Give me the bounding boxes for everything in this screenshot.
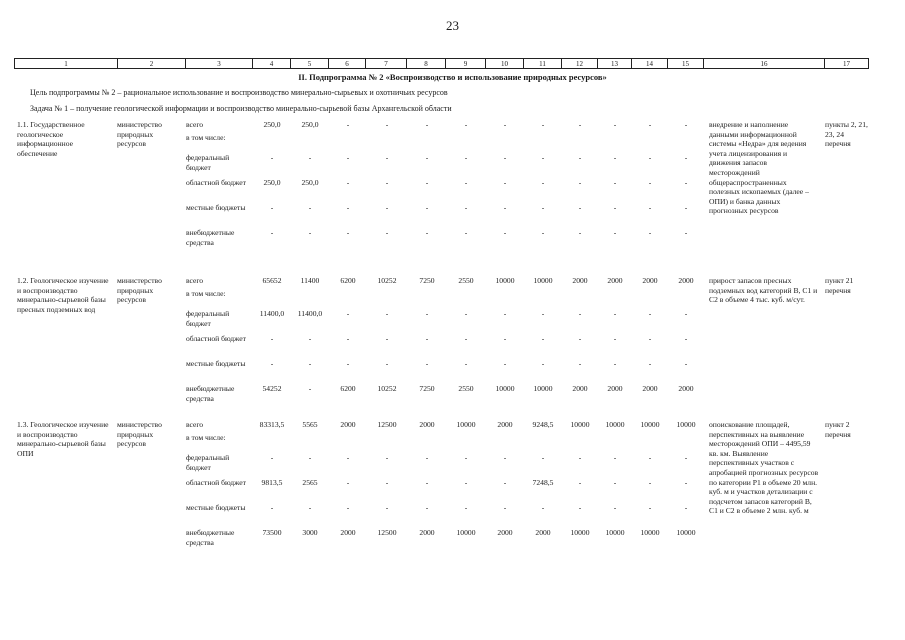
funding-value: 2000 <box>678 384 694 393</box>
funding-value: - <box>541 359 545 368</box>
funding-value: - <box>346 178 350 187</box>
funding-value: - <box>270 228 274 237</box>
funding-value: - <box>425 478 429 487</box>
funding-value: - <box>270 453 274 462</box>
funding-source: федеральный бюджет <box>186 453 230 472</box>
funding-value: 6200 <box>340 276 356 285</box>
subprogram-task: Задача № 1 – получение геологической информации и воспроизводство минерально-сырьевой базы Архангельской области <box>30 104 452 113</box>
funding-value: - <box>613 503 617 512</box>
funding-value: 5565 <box>302 420 318 429</box>
funding-value: 11400 <box>300 276 320 285</box>
col-number: 2 <box>118 59 186 68</box>
funding-value: - <box>346 503 350 512</box>
funding-value: - <box>648 228 652 237</box>
funding-value: - <box>684 309 688 318</box>
col-number: 17 <box>843 60 850 68</box>
funding-value: - <box>613 334 617 343</box>
funding-value: - <box>541 178 545 187</box>
funding-value: - <box>684 478 688 487</box>
funding-source: внебюджетные средства <box>186 384 235 403</box>
funding-value: - <box>503 228 507 237</box>
funding-value: 2000 <box>419 528 435 537</box>
funding-source: федеральный бюджет <box>186 153 230 172</box>
funding-value: - <box>308 453 312 462</box>
funding-value: - <box>308 503 312 512</box>
funding-value: - <box>578 359 582 368</box>
funding-value: - <box>270 503 274 512</box>
funding-source: местные бюджеты <box>186 203 246 212</box>
funding-value: - <box>464 359 468 368</box>
funding-value: - <box>578 478 582 487</box>
funding-source: всего <box>186 420 204 429</box>
funding-value: 12500 <box>377 420 397 429</box>
funding-value: 250,0 <box>263 178 281 187</box>
funding-value: - <box>464 309 468 318</box>
funding-value: 7250 <box>419 276 435 285</box>
funding-source: внебюджетные средства <box>186 528 235 547</box>
funding-value: - <box>541 153 545 162</box>
col-number: 7 <box>366 59 407 68</box>
funding-value: - <box>613 309 617 318</box>
funding-value: - <box>578 228 582 237</box>
funding-source: в том числе: <box>186 433 226 442</box>
funding-value: - <box>648 503 652 512</box>
funding-value: 10000 <box>495 384 515 393</box>
col-number: 10 <box>486 59 524 68</box>
funding-value: - <box>270 153 274 162</box>
funding-value: - <box>425 503 429 512</box>
funding-value: - <box>425 453 429 462</box>
funding-value: 10000 <box>605 420 625 429</box>
funding-value: - <box>464 228 468 237</box>
funding-value: 10000 <box>456 528 476 537</box>
col-number: 6 <box>329 59 366 68</box>
measure-result: внедрение и наполнение данными информационной системы «Недра» для ведения учета лицензирования и движения запасов месторождений общераспространенных полезных ископаемых (далее – ОПИ) и банка данных прогнозных ресурсов <box>709 120 809 216</box>
funding-value: - <box>648 334 652 343</box>
funding-value: - <box>648 478 652 487</box>
funding-value: 2550 <box>458 276 474 285</box>
page-number: 23 <box>446 18 459 33</box>
funding-value: - <box>648 120 652 129</box>
funding-source: в том числе: <box>186 133 226 142</box>
col-number: 12 <box>562 59 598 68</box>
funding-value: - <box>503 203 507 212</box>
funding-value: - <box>464 120 468 129</box>
funding-value: - <box>684 334 688 343</box>
funding-value: - <box>308 359 312 368</box>
funding-value: - <box>684 453 688 462</box>
funding-value: - <box>346 228 350 237</box>
funding-value: 10252 <box>377 384 397 393</box>
funding-value: - <box>385 478 389 487</box>
funding-value: 6200 <box>340 384 356 393</box>
funding-value: - <box>464 153 468 162</box>
funding-value: - <box>385 359 389 368</box>
col-number: 13 <box>598 59 632 68</box>
subprogram-title: II. Подпрограмма № 2 «Воспроизводство и использование природных ресурсов» <box>298 72 607 82</box>
funding-value: - <box>503 359 507 368</box>
funding-value: - <box>578 153 582 162</box>
measure-name: 1.1. Государственное геологическое информационное обеспечение <box>17 120 85 158</box>
funding-value: - <box>684 228 688 237</box>
funding-value: 2000 <box>340 528 356 537</box>
funding-value: - <box>578 503 582 512</box>
funding-value: 83313,5 <box>259 420 285 429</box>
funding-value: - <box>270 203 274 212</box>
funding-value: 10000 <box>605 528 625 537</box>
funding-value: - <box>613 153 617 162</box>
funding-value: - <box>648 178 652 187</box>
funding-value: - <box>578 178 582 187</box>
funding-value: - <box>578 334 582 343</box>
funding-value: 65652 <box>262 276 282 285</box>
funding-value: - <box>613 178 617 187</box>
funding-value: - <box>464 334 468 343</box>
funding-value: - <box>648 453 652 462</box>
funding-value: - <box>684 203 688 212</box>
measure-result: опоискование площадей, перспективных на выявление месторождений ОПИ – 4495,59 кв. км. Выявление перспективных участков с апробацией прогнозных ресурсов по категории Р1 в объеме 20 млн. куб. м и участков детализации с подсчетом запасов категорий В, С1 и С2 в объеме 2 млн. куб. м <box>709 420 819 516</box>
funding-value: - <box>503 334 507 343</box>
funding-value: - <box>385 503 389 512</box>
funding-value: - <box>464 478 468 487</box>
funding-value: - <box>346 153 350 162</box>
funding-value: - <box>308 203 312 212</box>
funding-value: - <box>541 503 545 512</box>
col-number: 9 <box>446 59 486 68</box>
col-number: 8 <box>407 59 446 68</box>
funding-source: всего <box>186 120 204 129</box>
funding-value: 2000 <box>607 276 623 285</box>
funding-value: - <box>578 309 582 318</box>
funding-value: - <box>346 309 350 318</box>
funding-value: - <box>541 228 545 237</box>
subprogram-goal: Цель подпрограммы № 2 – рациональное использование и воспроизводство минерально-сырьевых и охотничьих ресурсов <box>30 88 448 97</box>
col-number: 1 <box>15 59 118 68</box>
funding-value: - <box>541 309 545 318</box>
funding-value: 10000 <box>533 276 553 285</box>
funding-value: - <box>684 120 688 129</box>
measure-points: пункт 2 перечня <box>825 420 851 439</box>
funding-value: - <box>648 309 652 318</box>
funding-source: внебюджетные средства <box>186 228 235 247</box>
funding-value: - <box>346 453 350 462</box>
funding-value: - <box>464 203 468 212</box>
funding-value: - <box>503 478 507 487</box>
funding-value: - <box>346 359 350 368</box>
measure-executor: министерство природных ресурсов <box>117 120 162 149</box>
funding-value: 10000 <box>676 420 696 429</box>
funding-value: - <box>684 359 688 368</box>
funding-value: - <box>346 203 350 212</box>
funding-value: - <box>541 453 545 462</box>
funding-value: - <box>684 503 688 512</box>
funding-value: - <box>308 384 312 393</box>
funding-value: 2000 <box>419 420 435 429</box>
funding-value: 10000 <box>456 420 476 429</box>
funding-value: 10000 <box>570 420 590 429</box>
funding-value: - <box>541 334 545 343</box>
funding-value: 250,0 <box>301 120 319 129</box>
funding-value: 10000 <box>495 276 515 285</box>
funding-value: - <box>578 453 582 462</box>
funding-value: 250,0 <box>263 120 281 129</box>
funding-value: 9248,5 <box>532 420 554 429</box>
funding-value: 11400,0 <box>297 309 323 318</box>
funding-value: - <box>464 453 468 462</box>
funding-value: - <box>613 453 617 462</box>
funding-value: 2000 <box>607 384 623 393</box>
funding-value: - <box>385 228 389 237</box>
funding-value: - <box>308 228 312 237</box>
funding-value: 7250 <box>419 384 435 393</box>
funding-value: - <box>503 453 507 462</box>
funding-value: - <box>613 478 617 487</box>
funding-value: 2000 <box>678 276 694 285</box>
funding-value: - <box>385 203 389 212</box>
funding-source: в том числе: <box>186 289 226 298</box>
column-number-header <box>14 58 869 69</box>
funding-source: областной бюджет <box>186 334 246 343</box>
funding-value: - <box>425 178 429 187</box>
funding-value: - <box>385 453 389 462</box>
col-number: 14 <box>632 59 668 68</box>
funding-value: - <box>308 334 312 343</box>
measure-name: 1.3. Геологическое изучение и воспроизводство минерально-сырьевой базы ОПИ <box>17 420 109 458</box>
funding-value: 73500 <box>262 528 282 537</box>
funding-value: - <box>425 359 429 368</box>
col-number: 11 <box>524 59 562 68</box>
funding-value: - <box>385 153 389 162</box>
funding-value: - <box>648 153 652 162</box>
funding-value: - <box>385 309 389 318</box>
funding-value: - <box>648 203 652 212</box>
funding-value: - <box>425 203 429 212</box>
funding-source: местные бюджеты <box>186 359 246 368</box>
funding-value: - <box>385 178 389 187</box>
funding-value: - <box>613 359 617 368</box>
funding-value: - <box>425 334 429 343</box>
funding-value: - <box>385 120 389 129</box>
funding-source: федеральный бюджет <box>186 309 230 328</box>
funding-value: 9813,5 <box>261 478 283 487</box>
funding-value: 10000 <box>533 384 553 393</box>
funding-value: - <box>613 203 617 212</box>
funding-value: - <box>684 178 688 187</box>
funding-value: 54252 <box>262 384 282 393</box>
funding-value: - <box>464 503 468 512</box>
funding-value: - <box>385 334 389 343</box>
funding-value: 2000 <box>642 384 658 393</box>
funding-value: - <box>613 228 617 237</box>
funding-value: 11400,0 <box>259 309 285 318</box>
col-number: 3 <box>186 59 253 68</box>
funding-value: 10000 <box>640 528 660 537</box>
funding-value: 12500 <box>377 528 397 537</box>
measure-executor: министерство природных ресурсов <box>117 420 162 449</box>
funding-value: - <box>541 203 545 212</box>
funding-value: - <box>503 309 507 318</box>
funding-source: местные бюджеты <box>186 503 246 512</box>
funding-value: - <box>503 120 507 129</box>
col-number: 15 <box>668 59 704 68</box>
funding-source: областной бюджет <box>186 478 246 487</box>
funding-value: 2000 <box>340 420 356 429</box>
funding-value: - <box>425 120 429 129</box>
funding-value: - <box>270 359 274 368</box>
measure-result: прирост запасов пресных подземных вод категорий В, С1 и С2 в объеме 4 тыс. куб. м/сут. <box>709 276 818 305</box>
funding-value: 2000 <box>535 528 551 537</box>
funding-value: 2000 <box>497 420 513 429</box>
funding-value: - <box>346 120 350 129</box>
measure-executor: министерство природных ресурсов <box>117 276 162 305</box>
funding-value: - <box>541 120 545 129</box>
funding-value: - <box>503 178 507 187</box>
col-number: 16 <box>704 59 825 68</box>
funding-value: 3000 <box>302 528 318 537</box>
funding-source: областной бюджет <box>186 178 246 187</box>
funding-value: 7248,5 <box>532 478 554 487</box>
funding-value: - <box>425 228 429 237</box>
funding-value: - <box>270 334 274 343</box>
funding-value: - <box>346 478 350 487</box>
funding-value: - <box>503 503 507 512</box>
funding-value: - <box>578 203 582 212</box>
funding-value: - <box>464 178 468 187</box>
funding-value: 10000 <box>570 528 590 537</box>
funding-value: - <box>425 153 429 162</box>
funding-value: 10000 <box>640 420 660 429</box>
funding-value: - <box>503 153 507 162</box>
funding-value: - <box>425 309 429 318</box>
funding-value: 2000 <box>572 276 588 285</box>
measure-points: пункты 2, 21, 23, 24 перечня <box>825 120 868 149</box>
funding-value: 2550 <box>458 384 474 393</box>
funding-value: 250,0 <box>301 178 319 187</box>
funding-source: всего <box>186 276 204 285</box>
col-number: 4 <box>253 59 291 68</box>
measure-name: 1.2. Геологическое изучение и воспроизводство минерально-сырьевой базы пресных подземных вод <box>17 276 109 314</box>
funding-value: 10252 <box>377 276 397 285</box>
funding-value: - <box>346 334 350 343</box>
funding-value: 2000 <box>572 384 588 393</box>
funding-value: - <box>684 153 688 162</box>
measure-points: пункт 21 перечня <box>825 276 854 295</box>
funding-value: 10000 <box>676 528 696 537</box>
funding-value: - <box>613 120 617 129</box>
funding-value: - <box>578 120 582 129</box>
col-number: 5 <box>291 59 329 68</box>
funding-value: - <box>308 153 312 162</box>
funding-value: 2565 <box>302 478 318 487</box>
funding-value: 2000 <box>642 276 658 285</box>
funding-value: - <box>648 359 652 368</box>
funding-value: 2000 <box>497 528 513 537</box>
